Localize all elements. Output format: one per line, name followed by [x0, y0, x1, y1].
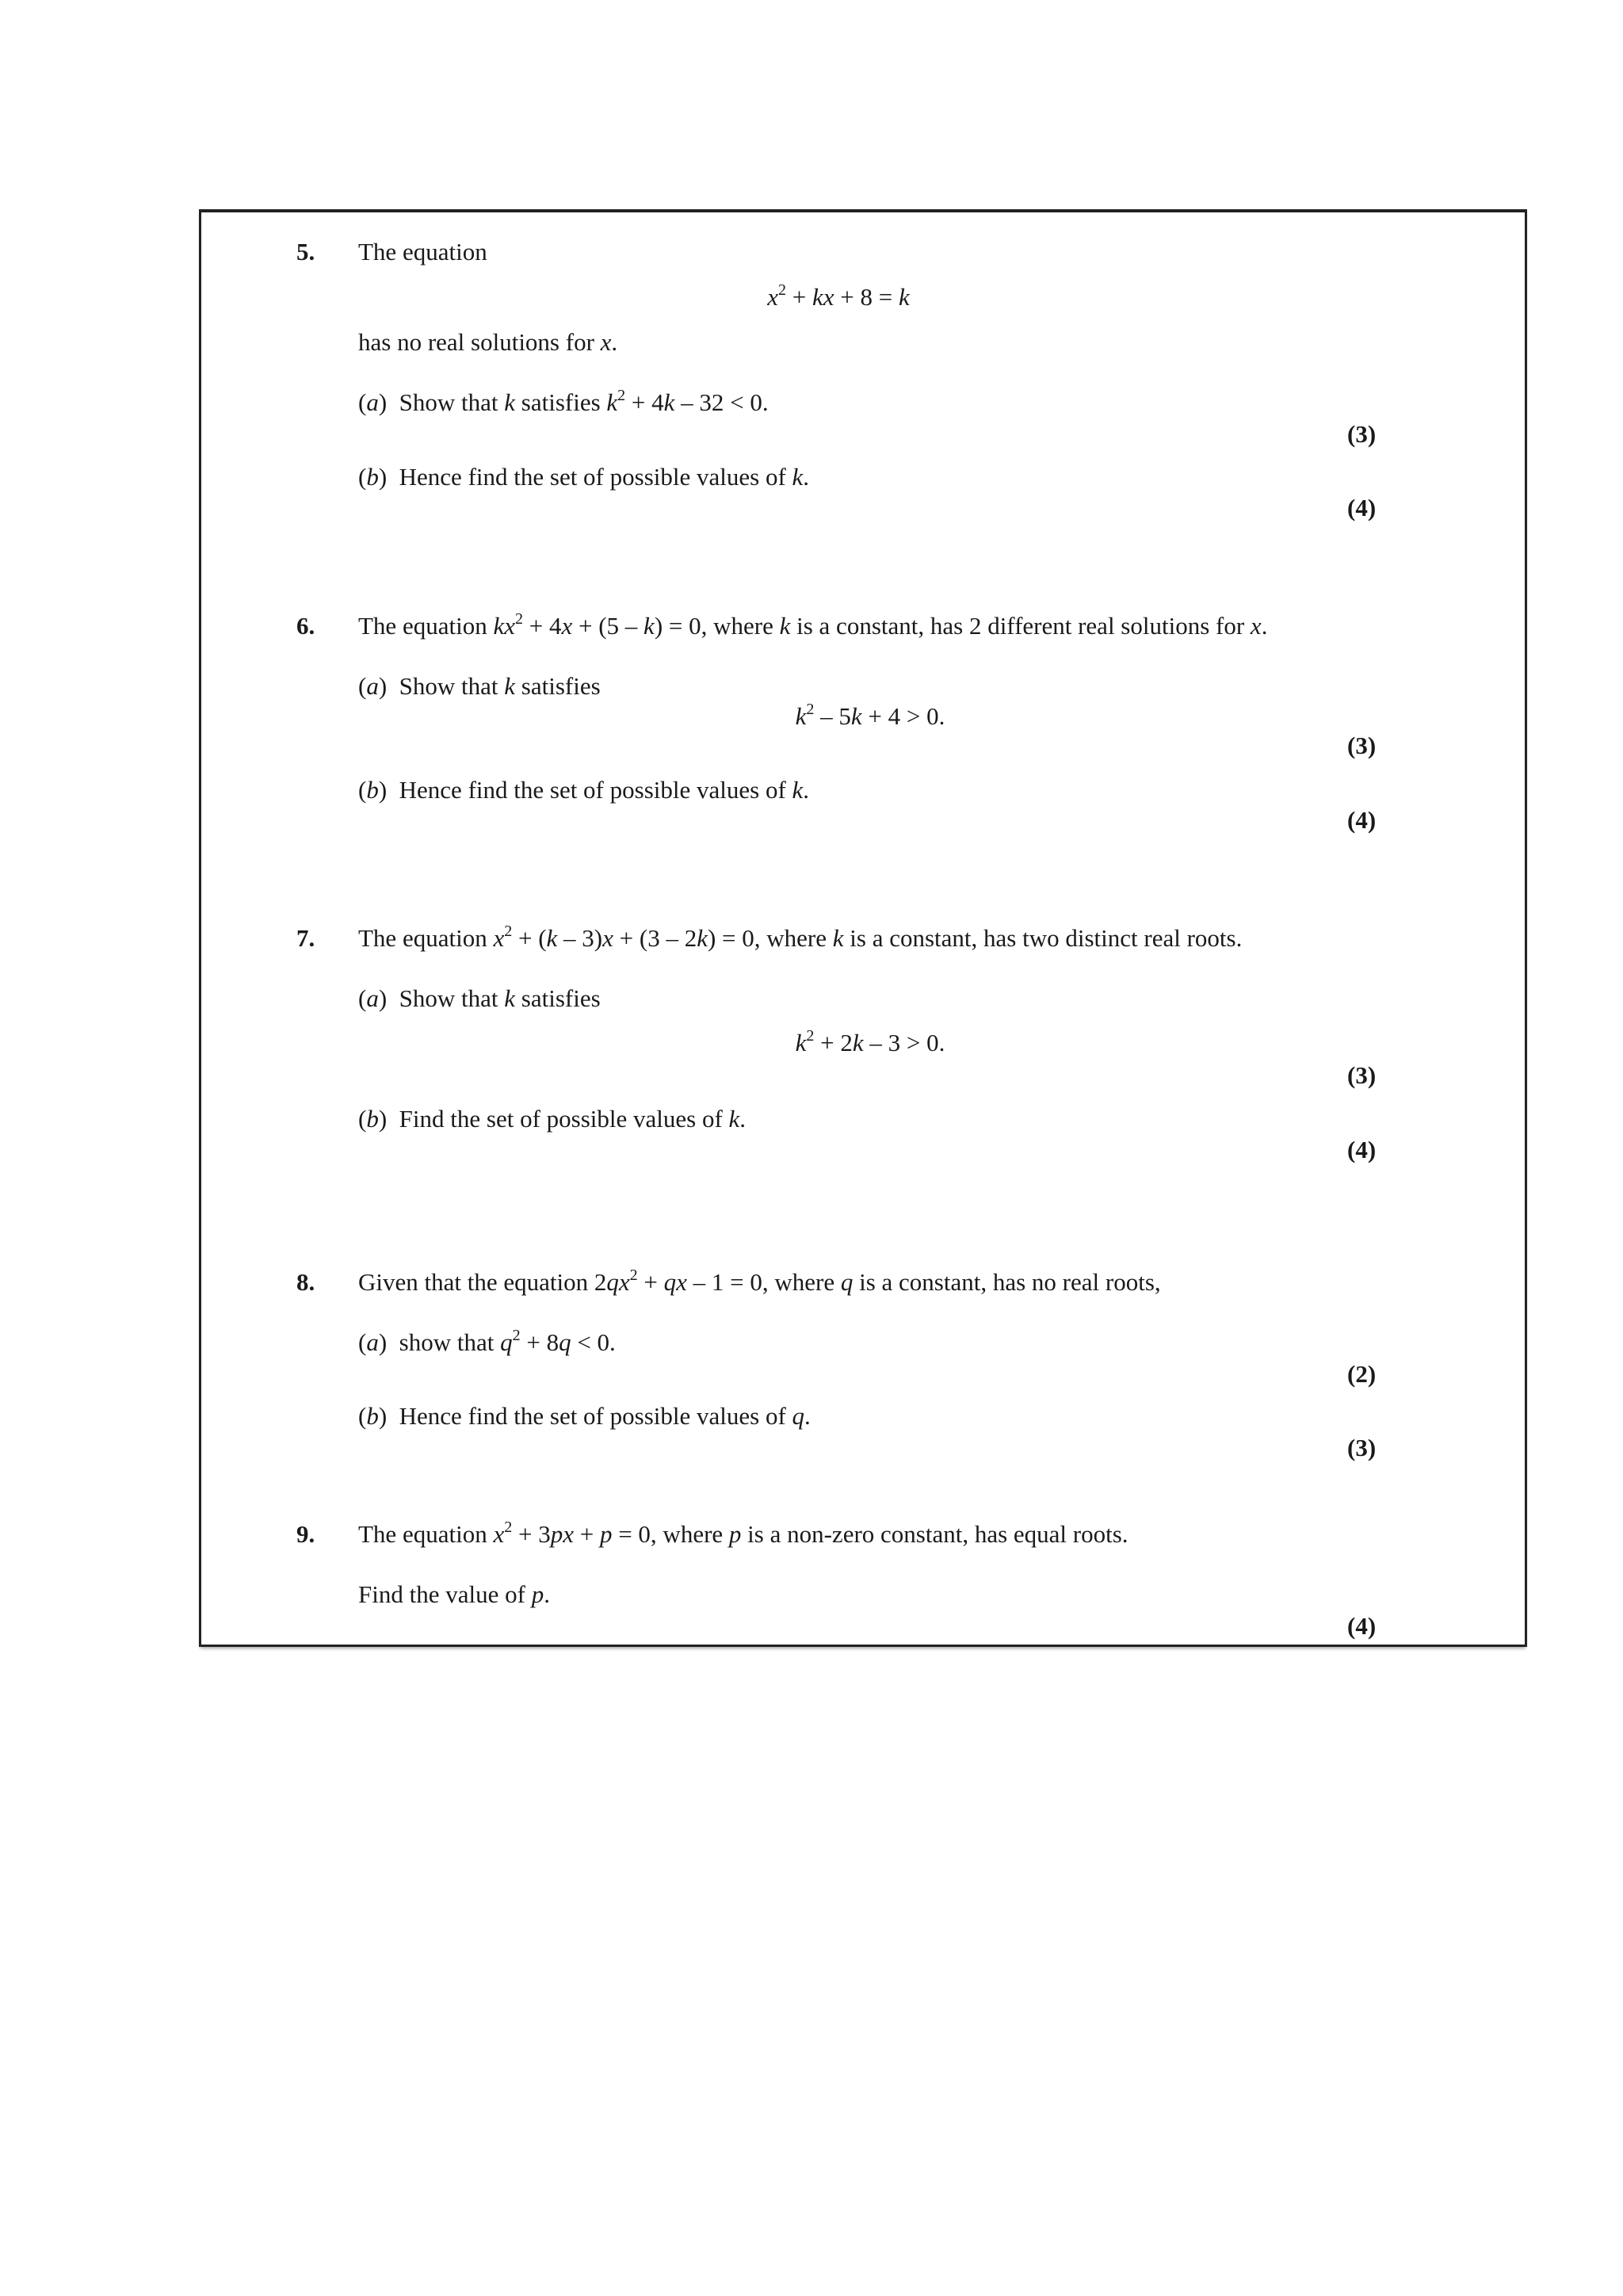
question-7-intro: The equation $x^2 + (k - 3)x + (3 - 2k) = 0$, where k is a constant, has two distinct real roots. — [358, 923, 1243, 952]
question-7-part-b: (b) Find the set of possible values of k. — [358, 1105, 747, 1133]
question-5-part-a: (a) Show that k satisfies $k^2 + 4k - 32 < 0$. — [358, 387, 769, 416]
question-7-part-a-marks: (3) — [1347, 1061, 1377, 1089]
question-5-after: has no real solutions for x. — [358, 328, 618, 356]
question-5-intro: The equation — [358, 238, 487, 266]
question-7-part-b-marks: (4) — [1347, 1136, 1377, 1163]
question-7-number: 7. — [296, 924, 315, 952]
question-6-part-b: (b) Hence find the set of possible values of k. — [358, 776, 810, 804]
question-8-part-a-marks: (2) — [1347, 1360, 1377, 1388]
question-6-number: 6. — [296, 612, 315, 640]
question-9-number: 9. — [296, 1520, 315, 1548]
question-5-part-a-marks: (3) — [1347, 420, 1377, 448]
question-6-intro: The equation $kx^2 + 4x + (5 - k) = 0$, where k is a constant, has 2 different real solutions for x. — [358, 610, 1268, 640]
question-6-part-b-marks: (4) — [1347, 806, 1377, 834]
question-8-number: 8. — [296, 1268, 315, 1296]
question-6-part-a: (a) Show that k satisfies — [358, 672, 601, 700]
question-9-marks: (4) — [1347, 1612, 1377, 1640]
question-6-part-a-marks: (3) — [1347, 732, 1377, 759]
question-5-part-b: (b) Hence find the set of possible values of k. — [358, 463, 810, 491]
question-9-task: Find the value of p. — [358, 1580, 550, 1608]
question-8-part-a: (a) show that $q^2 + 8q < 0$. — [358, 1327, 616, 1356]
question-8-part-b: (b) Hence find the set of possible values of q. — [358, 1402, 811, 1430]
question-6-part-a-equation: $k^2 - 5k + 4 > 0$. — [795, 701, 945, 730]
question-5-number: 5. — [296, 238, 315, 266]
question-9-intro: The equation $x^2 + 3px + p = 0$, where p is a non-zero constant, has equal roots. — [358, 1519, 1128, 1548]
question-5-equation: $x^2$ + kx + 8 = k — [767, 281, 910, 311]
question-8-part-b-marks: (3) — [1347, 1434, 1377, 1461]
question-8-intro: Given that the equation $2qx^2$ + qx – 1 = 0, where q is a constant, has no real roots, — [358, 1266, 1161, 1296]
question-7-part-a-equation: $k^2 + 2k - 3 > 0$. — [795, 1027, 945, 1056]
question-5-part-b-marks: (4) — [1347, 494, 1377, 521]
question-7-part-a: (a) Show that k satisfies — [358, 984, 601, 1012]
